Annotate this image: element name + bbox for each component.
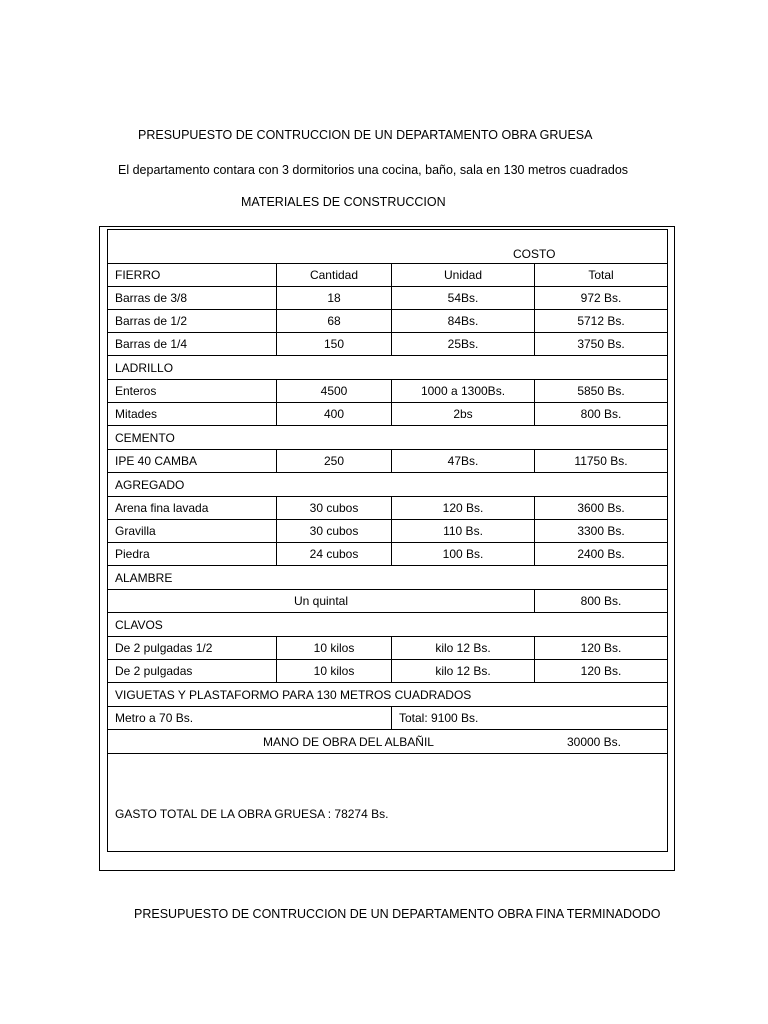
total-cell: 11750 Bs. (535, 450, 668, 473)
document-description: El departamento contara con 3 dormitorios una cocina, baño, sala en 130 metros cuadrados (118, 163, 629, 177)
section-label: AGREGADO (108, 473, 668, 497)
cantidad-cell: 10 kilos (277, 637, 392, 660)
total-cell: 3600 Bs. (535, 497, 668, 520)
header-fierro: FIERRO (108, 264, 277, 287)
item-cell: Gravilla (108, 520, 277, 543)
unidad-cell: kilo 12 Bs. (392, 660, 535, 683)
section-row-agregado (108, 473, 668, 497)
section-label: CLAVOS (108, 613, 668, 637)
item-cell: Mitades (108, 403, 277, 426)
grand-total-row (108, 754, 668, 852)
cantidad-cell: 30 cubos (277, 520, 392, 543)
table-row (108, 380, 668, 403)
unidad-cell: 100 Bs. (392, 543, 535, 566)
item-cell: Arena fina lavada (108, 497, 277, 520)
mano-de-obra-label: MANO DE OBRA DEL ALBAÑIL (108, 730, 392, 754)
total-cell: 3300 Bs. (535, 520, 668, 543)
section-label: ALAMBRE (108, 566, 668, 590)
section-label: CEMENTO (108, 426, 668, 450)
table-row (108, 520, 668, 543)
cantidad-cell: 10 kilos (277, 660, 392, 683)
cantidad-cell: 150 (277, 333, 392, 356)
section-label: VIGUETAS Y PLASTAFORMO PARA 130 METROS CUADRADOS (108, 683, 668, 707)
unidad-cell: 1000 a 1300Bs. (392, 380, 535, 403)
table-row (108, 310, 668, 333)
item-cell: Barras de 1/4 (108, 333, 277, 356)
table-row (108, 497, 668, 520)
table-row (108, 403, 668, 426)
section-row-alambre (108, 566, 668, 590)
table-row (108, 637, 668, 660)
total-cell: 2400 Bs. (535, 543, 668, 566)
header-total: Total (535, 264, 668, 287)
item-cell: De 2 pulgadas (108, 660, 277, 683)
cantidad-cell: 24 cubos (277, 543, 392, 566)
item-cell: Metro a 70 Bs. (108, 707, 392, 730)
total-cell: Total: 9100 Bs. (392, 707, 668, 730)
total-cell: 5712 Bs. (535, 310, 668, 333)
mano-de-obra-row (108, 730, 668, 754)
total-cell: 972 Bs. (535, 287, 668, 310)
section-row-cemento (108, 426, 668, 450)
grand-total: GASTO TOTAL DE LA OBRA GRUESA : 78274 Bs. (108, 754, 668, 852)
total-cell: 120 Bs. (535, 637, 668, 660)
costo-header-row (108, 230, 668, 264)
section-row-ladrillo (108, 356, 668, 380)
item-cell: De 2 pulgadas 1/2 (108, 637, 277, 660)
header-unidad: Unidad (392, 264, 535, 287)
unidad-cell: 120 Bs. (392, 497, 535, 520)
item-cell: Barras de 1/2 (108, 310, 277, 333)
unidad-cell: 84Bs. (392, 310, 535, 333)
cantidad-cell: 30 cubos (277, 497, 392, 520)
unidad-cell: 110 Bs. (392, 520, 535, 543)
table-row (108, 590, 668, 613)
total-cell: 800 Bs. (535, 590, 668, 613)
table-row (108, 287, 668, 310)
total-cell: 120 Bs. (535, 660, 668, 683)
costo-label: COSTO (513, 247, 556, 261)
total-cell: 3750 Bs. (535, 333, 668, 356)
section-title: MATERIALES DE CONSTRUCCION (241, 195, 446, 209)
table-row (108, 707, 668, 730)
cantidad-cell: Un quintal (108, 590, 535, 613)
total-cell: 800 Bs. (535, 403, 668, 426)
unidad-cell: 2bs (392, 403, 535, 426)
table-row (108, 450, 668, 473)
section-label: LADRILLO (108, 356, 668, 380)
item-cell: Piedra (108, 543, 277, 566)
cantidad-cell: 4500 (277, 380, 392, 403)
item-cell: Barras de 3/8 (108, 287, 277, 310)
header-cantidad: Cantidad (277, 264, 392, 287)
section-row-viguetas (108, 683, 668, 707)
item-cell: IPE 40 CAMBA (108, 450, 277, 473)
item-cell: Enteros (108, 380, 277, 403)
column-header-row (108, 264, 668, 287)
unidad-cell: 47Bs. (392, 450, 535, 473)
cantidad-cell: 68 (277, 310, 392, 333)
table-row (108, 660, 668, 683)
total-cell: 5850 Bs. (535, 380, 668, 403)
cantidad-cell: 400 (277, 403, 392, 426)
section-row-clavos (108, 613, 668, 637)
mano-de-obra-total: 30000 Bs. (392, 730, 668, 754)
unidad-cell: 25Bs. (392, 333, 535, 356)
cantidad-cell: 18 (277, 287, 392, 310)
table-row (108, 543, 668, 566)
unidad-cell: kilo 12 Bs. (392, 637, 535, 660)
table-row (108, 333, 668, 356)
budget-table (107, 229, 668, 852)
next-section-title: PRESUPUESTO DE CONTRUCCION DE UN DEPARTAMENTO OBRA FINA TERMINADODO (134, 907, 661, 921)
cantidad-cell: 250 (277, 450, 392, 473)
document-title: PRESUPUESTO DE CONTRUCCION DE UN DEPARTAMENTO OBRA GRUESA (138, 128, 593, 142)
unidad-cell: 54Bs. (392, 287, 535, 310)
